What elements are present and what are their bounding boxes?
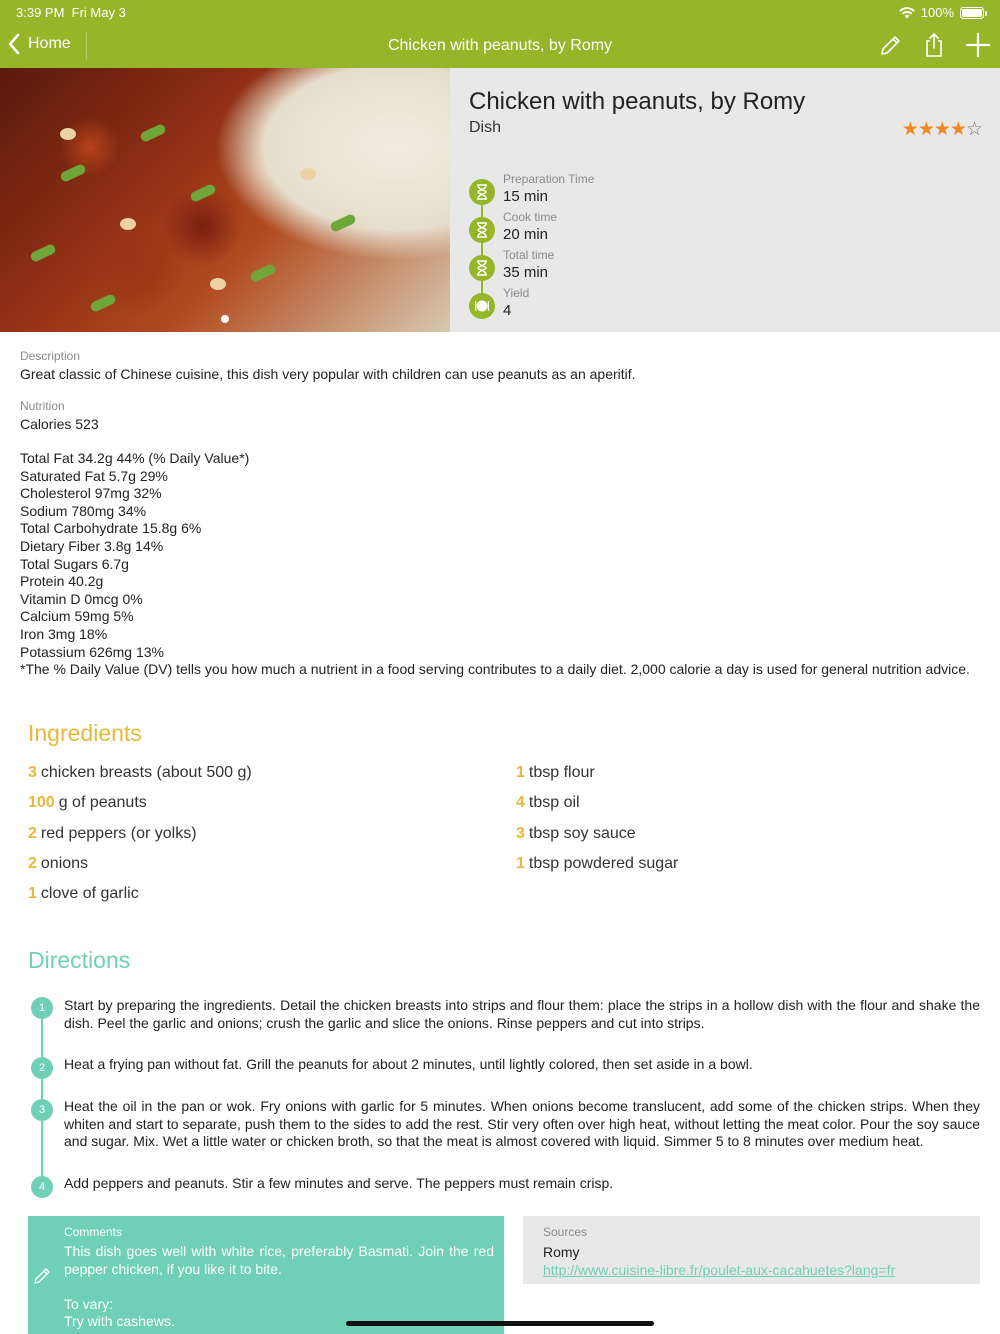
share-icon[interactable] [922,32,946,58]
recipe-photo[interactable] [0,68,450,332]
ingredient-qty: 1 [516,854,525,872]
ingredient-text: g of peanuts [58,794,147,812]
edit-comment-icon[interactable] [32,1266,52,1286]
ingredient-qty: 1 [28,885,37,903]
photo-peanut [120,218,136,230]
sources-link[interactable]: http://www.cuisine-libre.fr/poulet-aux-cacahuetes?lang=fr [543,1262,896,1278]
status-clock: 3:39 PM [16,5,65,20]
yield-label: Yield [503,286,530,300]
status-bar [0,0,1000,24]
nutrition-list [20,450,970,679]
ingredient-text: chicken breasts (about 500 g) [40,764,252,781]
ingredient-qty: 3 [516,824,525,842]
add-icon[interactable] [966,32,990,58]
nutrition-item: Cholesterol 97mg 32% [20,485,162,502]
step-number-badge: 4 [31,1176,53,1198]
prep-time [469,172,869,210]
ingredient-item[interactable] [28,794,252,824]
ingredient-qty: 3 [28,764,37,781]
ingredients-right-column [516,764,678,885]
yield [469,286,869,324]
comments-label: Comments [64,1225,123,1239]
ingredient-qty: 2 [28,854,37,872]
photo-page-indicator[interactable] [221,315,229,323]
direction-step[interactable]: Heat a frying pan without fat. Grill the peanuts for about 2 minutes, until lightly colored, then set aside in a bowl. [64,1056,753,1072]
cook-time-label: Cook time [503,210,558,224]
ingredient-qty: 4 [516,794,525,812]
nutrition-item: Potassium 626mg 13% [20,643,164,660]
photo-peanut [300,168,316,180]
status-date: Fri May 3 [71,5,126,20]
ingredient-text: tbsp flour [528,764,595,781]
nutrition-item: Protein 40.2g [20,573,104,590]
prep-time-value: 15 min [503,188,549,205]
direction-step[interactable]: Start by preparing the ingredients. Detail the chicken breasts into strips and flour them: place the strips in a hollow dish with the flour and shake the dish. Peel the garlic and onions; crush the garlic and slice the onions. Rinse peppers and cut into strips. [64,997,980,1031]
nutrition-item: Sodium 780mg 34% [20,502,147,519]
ingredient-qty: 2 [28,824,37,842]
cook-time [469,210,869,248]
nutrition-item: Total Sugars 6.7g [20,555,129,572]
sources-panel [523,1216,980,1284]
ingredient-qty: 1 [516,764,525,781]
ingredient-text: clove of garlic [40,885,139,903]
ingredient-item[interactable] [28,855,252,885]
ingredient-item[interactable] [516,794,678,824]
status-right [899,5,984,20]
comments-panel[interactable] [28,1216,504,1334]
nutrition-item: Saturated Fat 5.7g 29% [20,467,168,484]
photo-peanut [210,278,226,290]
nutrition-calories: Calories 523 [20,416,99,432]
nutrition-item: Calcium 59mg 5% [20,608,134,625]
nutrition-item: Dietary Fiber 3.8g 14% [20,537,164,554]
ingredient-item[interactable] [28,764,252,794]
ingredients-left-column [28,764,252,915]
home-indicator[interactable] [346,1321,654,1326]
cook-time-value: 20 min [503,226,549,243]
battery-icon [960,7,984,19]
directions-heading: Directions [28,947,131,973]
nav-actions [878,32,990,58]
nutrition-item: Iron 3mg 18% [20,625,108,642]
directions-timeline [41,1008,43,1186]
photo-peanut [60,128,76,140]
star-icon: ★ [949,119,966,140]
direction-step[interactable]: Heat the oil in the pan or wok. Fry onions with garlic for 5 minutes. When onions become translucent, add some of the chicken strips. When they whiten and start to separate, push them to the sides to add the rest. Stir very often over high heat, without letting the meat color. Pour the soy sauce and sugar. Mix. Wet a little water or chicken broth, so that the meat is almost covered with liquid. Simmer 5 to 8 minutes over medium heat. [64,1098,980,1150]
total-time-label: Total time [503,248,555,262]
top-bar [0,0,1000,68]
star-icon: ★ [901,119,918,140]
ingredient-text: onions [40,854,89,872]
comments-paragraph: This dish goes well with white rice, preferably Basmati. Join the red pepper chicken, if you like it to bite. [64,1243,494,1277]
description-label: Description [20,349,81,363]
total-time-value: 35 min [503,264,549,281]
ingredient-item[interactable] [516,764,678,794]
recipe-summary [450,68,1000,332]
recipe-title: Chicken with peanuts, by Romy [469,88,806,115]
back-label: Home [28,35,71,52]
hourglass-icon [469,217,495,243]
direction-step[interactable]: Add peppers and peanuts. Stir a few minutes and serve. The peppers must remain crisp. [64,1175,614,1191]
wifi-icon [899,7,915,19]
sources-author: Romy [543,1244,580,1260]
battery-percent: 100% [920,5,954,20]
ingredient-text: tbsp powdered sugar [528,854,679,872]
nutrition-label: Nutrition [20,399,65,413]
ingredient-item[interactable] [28,885,252,915]
ingredient-item[interactable] [28,825,252,855]
nutrition-item: Vitamin D 0mcg 0% [20,590,143,607]
star-empty-icon: ☆ [965,119,982,140]
nav-title: Chicken with peanuts, by Romy [387,37,613,54]
ingredient-text: red peppers (or yolks) [40,824,197,842]
rating-stars[interactable] [902,118,982,141]
ingredient-item[interactable] [516,855,678,885]
star-icon: ★ [917,119,934,140]
edit-pencil-icon[interactable] [878,32,902,58]
hourglass-icon [469,255,495,281]
recipe-category: Dish [469,119,502,136]
step-number-badge: 2 [31,1057,53,1079]
comments-paragraph: Try with cashews. [64,1313,175,1330]
ingredient-item[interactable] [516,825,678,855]
nutrition-item: Total Fat 34.2g 44% (% Daily Value*) [20,450,250,466]
plate-icon [469,293,495,319]
nutrition-item: Total Carbohydrate 15.8g 6% [20,520,202,537]
ingredient-text: tbsp oil [528,794,580,812]
yield-value: 4 [503,302,512,319]
step-number-badge: 3 [31,1099,53,1121]
prep-time-label: Preparation Time [503,172,595,186]
comments-text [64,1243,494,1331]
total-time [469,248,869,286]
ingredients-heading: Ingredients [28,720,142,746]
ingredient-qty: 100 [28,794,55,812]
description-text: Great classic of Chinese cuisine, this dish very popular with children can use peanuts as an aperitif. [20,366,636,382]
navigation-bar [0,24,1000,68]
ingredient-text: tbsp soy sauce [528,824,636,842]
comments-paragraph: To vary: [64,1295,114,1312]
star-icon: ★ [933,119,950,140]
step-number-badge: 1 [31,997,53,1019]
sources-label: Sources [543,1225,588,1239]
hourglass-icon [469,179,495,205]
nutrition-footnote: *The % Daily Value (DV) tells you how much a nutrient in a food serving contributes to a daily diet. 2,000 calorie a day is used for general nutrition advice. [20,661,970,678]
status-time [16,5,126,20]
